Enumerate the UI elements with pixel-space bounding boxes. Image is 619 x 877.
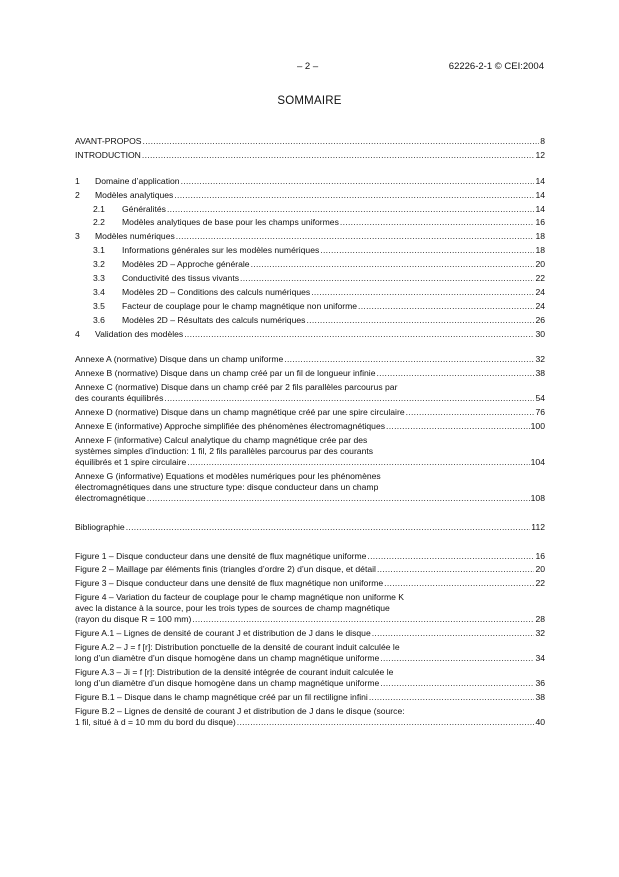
toc-entry-subsection[interactable] xyxy=(75,245,545,259)
toc-entry-figure[interactable] xyxy=(75,667,545,689)
entry-title: Conductivité des tissus vivants xyxy=(122,273,240,284)
entry-page: 30 xyxy=(535,328,545,339)
entry-page: 20 xyxy=(535,259,545,270)
leader-dots xyxy=(320,245,534,256)
entry-title: AVANT-PROPOS xyxy=(75,136,142,146)
entry-title-line: (rayon du disque R = 100 mm) xyxy=(75,614,192,625)
toc-entry-annex[interactable] xyxy=(75,354,545,368)
page-number: – 2 – xyxy=(297,61,319,72)
leader-dots xyxy=(369,692,535,703)
entry-title: Annexe A (normative) Disque dans un champ uniforme xyxy=(75,354,284,365)
entry-title-line: électromagnétique xyxy=(75,492,146,503)
entry-page: 54 xyxy=(535,393,545,404)
entry-number: 2.2 xyxy=(93,217,105,228)
entry-title: INTRODUCTION xyxy=(75,149,141,160)
leader-dots xyxy=(386,421,530,432)
entry-page: 38 xyxy=(535,368,545,379)
page-title: SOMMAIRE xyxy=(277,95,342,107)
entry-last-line xyxy=(75,614,545,625)
leader-dots xyxy=(167,204,534,215)
entry-page: 14 xyxy=(535,203,545,214)
entry-page: 38 xyxy=(535,691,545,702)
entry-title-line: systèmes simples d’induction: 1 fil, 2 fils parallèles parcourus par des courants xyxy=(75,445,374,456)
entry-page: 28 xyxy=(535,614,545,625)
toc-entry-bibliography[interactable] xyxy=(75,522,545,536)
entry-title-line: long d’un diamètre d’un disque homogène dans un champ magnétique uniforme xyxy=(75,653,380,664)
entry-page: 34 xyxy=(535,653,545,664)
toc-entry-section[interactable] xyxy=(75,190,545,204)
entry-page: 32 xyxy=(535,354,545,365)
leader-dots xyxy=(251,259,535,270)
entry-page: 18 xyxy=(535,245,545,256)
entry-title: Figure A.1 – Lignes de densité de courant J et distribution de J dans le disque xyxy=(75,628,371,639)
leader-dots xyxy=(237,717,535,728)
document-reference: 62226-2-1 © CEI:2004 xyxy=(448,61,544,72)
leader-dots xyxy=(164,393,534,404)
entry-page: 104 xyxy=(530,456,545,467)
toc-entry-figure[interactable] xyxy=(75,628,545,642)
entry-title: Annexe E (informative) Approche simplifiée des phénomènes électromagnétiques xyxy=(75,421,386,432)
toc-entry-front[interactable] xyxy=(75,136,545,150)
entry-title: Modèles 2D – Conditions des calculs numériques xyxy=(122,286,311,297)
leader-dots xyxy=(358,301,534,312)
entry-last-line xyxy=(75,393,545,404)
entry-title-line: équilibrés et 1 spire circulaire xyxy=(75,456,187,467)
leader-dots xyxy=(126,522,531,533)
toc-entry-figure[interactable] xyxy=(75,706,545,728)
toc-entry-figure[interactable] xyxy=(75,692,545,706)
entry-number: 2 xyxy=(75,189,80,200)
entry-title: Figure 3 – Disque conducteur dans une densité de flux magnétique non uniforme xyxy=(75,578,384,589)
entry-title-line: long d’un diamètre d’un disque homogène dans un champ magnétique uniforme xyxy=(75,677,380,688)
entry-title: Généralités xyxy=(122,203,166,214)
toc-entry-figure[interactable] xyxy=(75,578,545,592)
leader-dots xyxy=(376,368,534,379)
toc-entry-subsection[interactable] xyxy=(75,217,545,231)
leader-dots xyxy=(406,407,535,418)
toc-entry-figure[interactable] xyxy=(75,592,545,625)
entry-title-line: Figure A.2 – J = f [r]: Distribution ponctuelle de la densité de courant induit calculée le xyxy=(75,642,400,653)
leader-dots xyxy=(284,354,534,365)
entry-title: Informations générales sur les modèles numériques xyxy=(122,245,320,256)
toc-entry-section[interactable] xyxy=(75,231,545,245)
entry-title: Modèles analytiques de base pour les champs uniformes xyxy=(122,217,339,228)
entry-title-line: Figure 4 – Variation du facteur de couplage pour le champ magnétique non uniforme K xyxy=(75,592,404,603)
entry-title-line: 1 fil, situé à d = 10 mm du bord du disque) xyxy=(75,716,236,727)
entry-title: Validation des modèles xyxy=(95,328,184,339)
entry-title-line: Annexe F (informative) Calcul analytique du champ magnétique crée par des xyxy=(75,434,368,445)
leader-dots xyxy=(384,578,534,589)
entry-title: Domaine d’application xyxy=(95,175,180,186)
toc-entry-annex[interactable] xyxy=(75,368,545,382)
entry-page: 14 xyxy=(535,175,545,186)
leader-dots xyxy=(380,653,534,664)
entry-page: 112 xyxy=(531,521,545,532)
leader-dots xyxy=(306,315,534,326)
entry-number: 3 xyxy=(75,231,80,242)
toc-entry-annex[interactable] xyxy=(75,471,545,504)
entry-last-line xyxy=(75,717,545,728)
toc-entry-section[interactable] xyxy=(75,329,545,343)
toc-entry-annex[interactable] xyxy=(75,435,545,468)
toc-entry-subsection[interactable] xyxy=(75,273,545,287)
entry-last-line xyxy=(75,678,545,689)
entry-number: 2.1 xyxy=(93,203,105,214)
toc-entry-annex[interactable] xyxy=(75,421,545,435)
entry-last-line xyxy=(75,653,545,664)
leader-dots xyxy=(367,551,534,562)
entry-page: 18 xyxy=(535,231,545,242)
entry-last-line xyxy=(75,493,545,504)
entry-title: Modèles numériques xyxy=(95,231,175,242)
toc-entry-figure[interactable] xyxy=(75,551,545,565)
leader-dots xyxy=(377,564,534,575)
entry-title: Bibliographie xyxy=(75,521,125,532)
toc-entry-annex[interactable] xyxy=(75,382,545,404)
entry-title: Modèles analytiques xyxy=(95,189,174,200)
table-of-contents xyxy=(75,136,545,731)
toc-entry-figure[interactable] xyxy=(75,564,545,578)
entry-page: 16 xyxy=(535,550,545,561)
leader-dots xyxy=(143,136,540,147)
entry-title: Figure 1 – Disque conducteur dans une densité de flux magnétique uniforme xyxy=(75,550,367,561)
entry-title-line: des courants équilibrés xyxy=(75,393,164,404)
leader-dots xyxy=(380,678,534,689)
entry-title-line: électromagnétiques dans une structure type: disque conducteur dans un champ xyxy=(75,481,379,492)
entry-page: 108 xyxy=(530,492,545,503)
entry-page: 76 xyxy=(535,407,545,418)
entry-page: 26 xyxy=(535,314,545,325)
entry-page: 8 xyxy=(540,136,545,146)
entry-page: 40 xyxy=(535,716,545,727)
toc-entry-section[interactable] xyxy=(75,176,545,190)
toc-entry-front[interactable] xyxy=(75,150,545,164)
entry-title: Facteur de couplage pour le champ magnétique non uniforme xyxy=(122,300,358,311)
entry-page: 12 xyxy=(535,149,545,160)
entry-number: 4 xyxy=(75,328,80,339)
entry-title-line: Figure A.3 – Ji = f [r]: Distribution de la densité intégrée de courant induit calculée le xyxy=(75,666,394,677)
leader-dots xyxy=(184,329,534,340)
entry-page: 24 xyxy=(535,286,545,297)
entry-title-line: Annexe C (normative) Disque dans un champ créé par 2 fils parallèles parcourus par xyxy=(75,382,398,393)
entry-title: Modèles 2D – Approche générale xyxy=(122,259,250,270)
entry-title-line: Figure B.2 – Lignes de densité de courant J et distribution de J dans le disque (source: xyxy=(75,705,405,716)
entry-page: 22 xyxy=(535,273,545,284)
leader-dots xyxy=(311,287,534,298)
leader-dots xyxy=(147,493,530,504)
leader-dots xyxy=(187,457,529,468)
leader-dots xyxy=(372,628,535,639)
toc-entry-subsection[interactable] xyxy=(75,315,545,329)
entry-page: 32 xyxy=(535,628,545,639)
entry-title: Modèles 2D – Résultats des calculs numériques xyxy=(122,314,306,325)
entry-title-line: avec la distance à la source, pour les trois types de sources de champ magnétique xyxy=(75,603,390,614)
entry-number: 3.1 xyxy=(93,245,105,256)
leader-dots xyxy=(181,176,535,187)
entry-last-line xyxy=(75,457,545,468)
leader-dots xyxy=(176,231,535,242)
leader-dots xyxy=(340,217,535,228)
entry-number: 3.6 xyxy=(93,314,105,325)
leader-dots xyxy=(142,150,535,161)
entry-page: 36 xyxy=(535,677,545,688)
entry-page: 24 xyxy=(535,300,545,311)
entry-title: Annexe B (normative) Disque dans un champ créé par un fil de longueur infinie xyxy=(75,368,376,379)
entry-page: 20 xyxy=(535,564,545,575)
entry-title: Figure B.1 – Disque dans le champ magnétique créé par un fil rectiligne infini xyxy=(75,691,368,702)
entry-number: 3.5 xyxy=(93,300,105,311)
toc-entry-subsection[interactable] xyxy=(75,204,545,218)
toc-entry-subsection[interactable] xyxy=(75,259,545,273)
entry-number: 3.3 xyxy=(93,273,105,284)
leader-dots xyxy=(192,614,534,625)
entry-title-line: Annexe G (informative) Equations et modèles numériques pour les phénomènes xyxy=(75,470,381,481)
leader-dots xyxy=(240,273,534,284)
entry-page: 14 xyxy=(535,189,545,200)
entry-title: Annexe D (normative) Disque dans un champ magnétique créé par une spire circulaire xyxy=(75,407,405,418)
toc-entry-subsection[interactable] xyxy=(75,301,545,315)
toc-entry-annex[interactable] xyxy=(75,407,545,421)
leader-dots xyxy=(174,190,534,201)
entry-number: 1 xyxy=(75,175,80,186)
entry-title: Figure 2 – Maillage par éléments finis (triangles d’ordre 2) d’un disque, et détail xyxy=(75,564,376,575)
toc-entry-figure[interactable] xyxy=(75,642,545,664)
entry-page: 22 xyxy=(535,578,545,589)
entry-page: 16 xyxy=(535,217,545,228)
entry-page: 100 xyxy=(530,421,545,432)
entry-number: 3.4 xyxy=(93,286,105,297)
entry-number: 3.2 xyxy=(93,259,105,270)
toc-entry-subsection[interactable] xyxy=(75,287,545,301)
